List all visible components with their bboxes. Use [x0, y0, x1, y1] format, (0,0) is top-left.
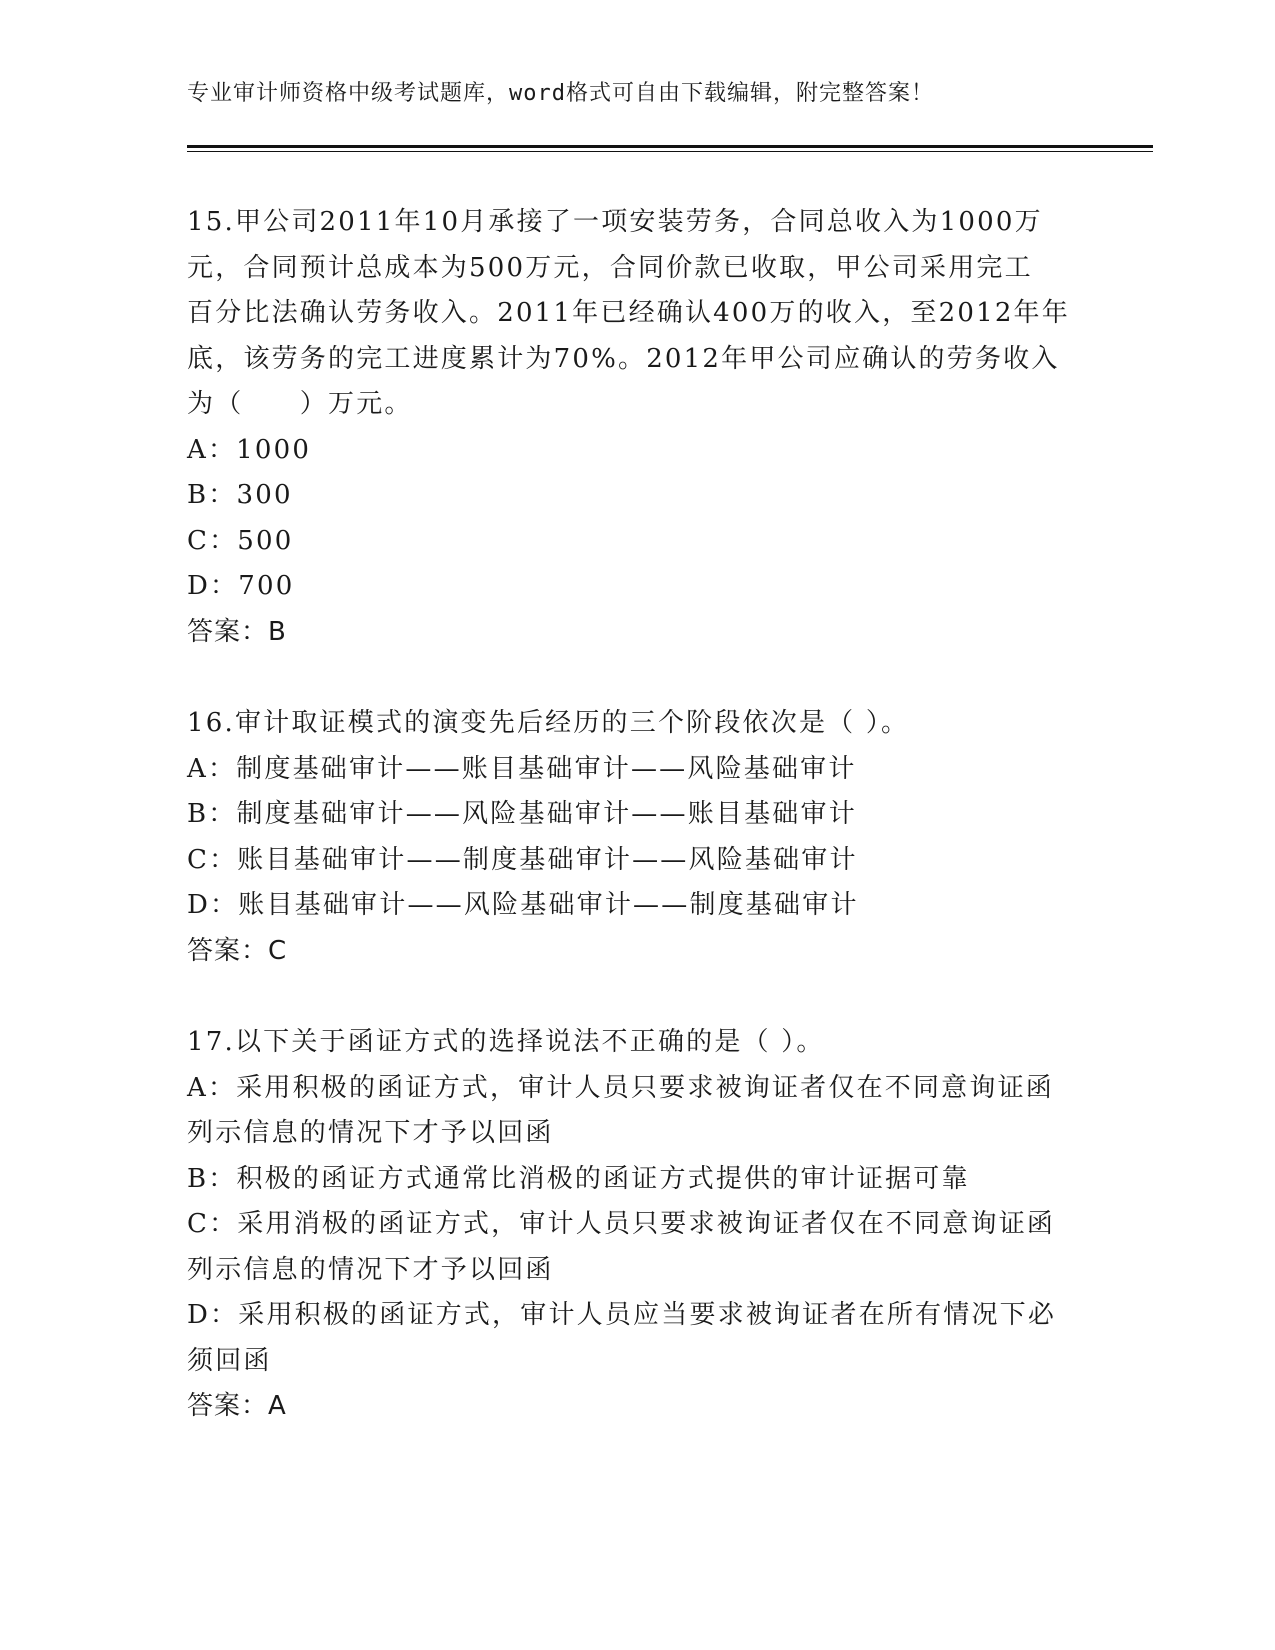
option-a: A：1000: [187, 434, 312, 465]
option-a: A：采用积极的函证方式，审计人员只要求被询证者仅在不同意询证函: [187, 1072, 1054, 1103]
question-stem-line: 15.甲公司2011年10月承接了一项安装劳务，合同总收入为1000万: [187, 207, 1043, 237]
question-16: [187, 701, 1087, 974]
answer-line: 答案：B: [187, 616, 287, 647]
answer-line: 答案：A: [187, 1391, 287, 1421]
question-15: [187, 200, 1087, 655]
option-d: D：700: [187, 571, 295, 601]
option-a-continuation: 列示信息的情况下才予以回函: [187, 1118, 554, 1148]
question-stem-line: 百分比法确认劳务收入。2011年已经确认400万的收入，至2012年年: [187, 298, 1070, 328]
question-stem-line: 17.以下关于函证方式的选择说法不正确的是（ ）。: [187, 1027, 825, 1057]
header-rule-thin: [187, 151, 1153, 152]
option-d-continuation: 须回函: [187, 1345, 272, 1376]
option-b: B：积极的函证方式通常比消极的函证方式提供的审计证据可靠: [187, 1163, 970, 1194]
option-a: A：制度基础审计——账目基础审计——风险基础审计: [187, 753, 857, 784]
option-c: C：采用消极的函证方式，审计人员只要求被询证者仅在不同意询证函: [187, 1209, 1056, 1239]
option-b: B：制度基础审计——风险基础审计——账目基础审计: [187, 799, 857, 829]
option-d: D：采用积极的函证方式，审计人员应当要求被询证者在所有情况下必: [187, 1300, 1057, 1330]
option-d: D：账目基础审计——风险基础审计——制度基础审计: [187, 890, 859, 920]
question-stem-line: 为（ ）万元。: [187, 389, 413, 419]
answer-line: 答案：C: [187, 935, 288, 966]
option-c: C：500: [187, 525, 294, 556]
question-stem-line: 底，该劳务的完工进度累计为70%。2012年甲公司应确认的劳务收入: [187, 343, 1060, 374]
question-list: [187, 200, 1087, 1476]
option-c-continuation: 列示信息的情况下才予以回函: [187, 1254, 554, 1285]
question-17: [187, 1020, 1087, 1430]
header-rule-thick: [187, 145, 1153, 148]
question-stem-line: 元，合同预计总成本为500万元，合同价款已收取，甲公司采用完工: [187, 252, 1033, 283]
option-c: C：账目基础审计——制度基础审计——风险基础审计: [187, 844, 858, 875]
page-header: 专业审计师资格中级考试题库，word格式可自由下载编辑，附完整答案！: [187, 81, 934, 106]
question-stem-line: 16.审计取证模式的演变先后经历的三个阶段依次是（ ）。: [187, 708, 910, 738]
option-b: B：300: [187, 480, 293, 510]
